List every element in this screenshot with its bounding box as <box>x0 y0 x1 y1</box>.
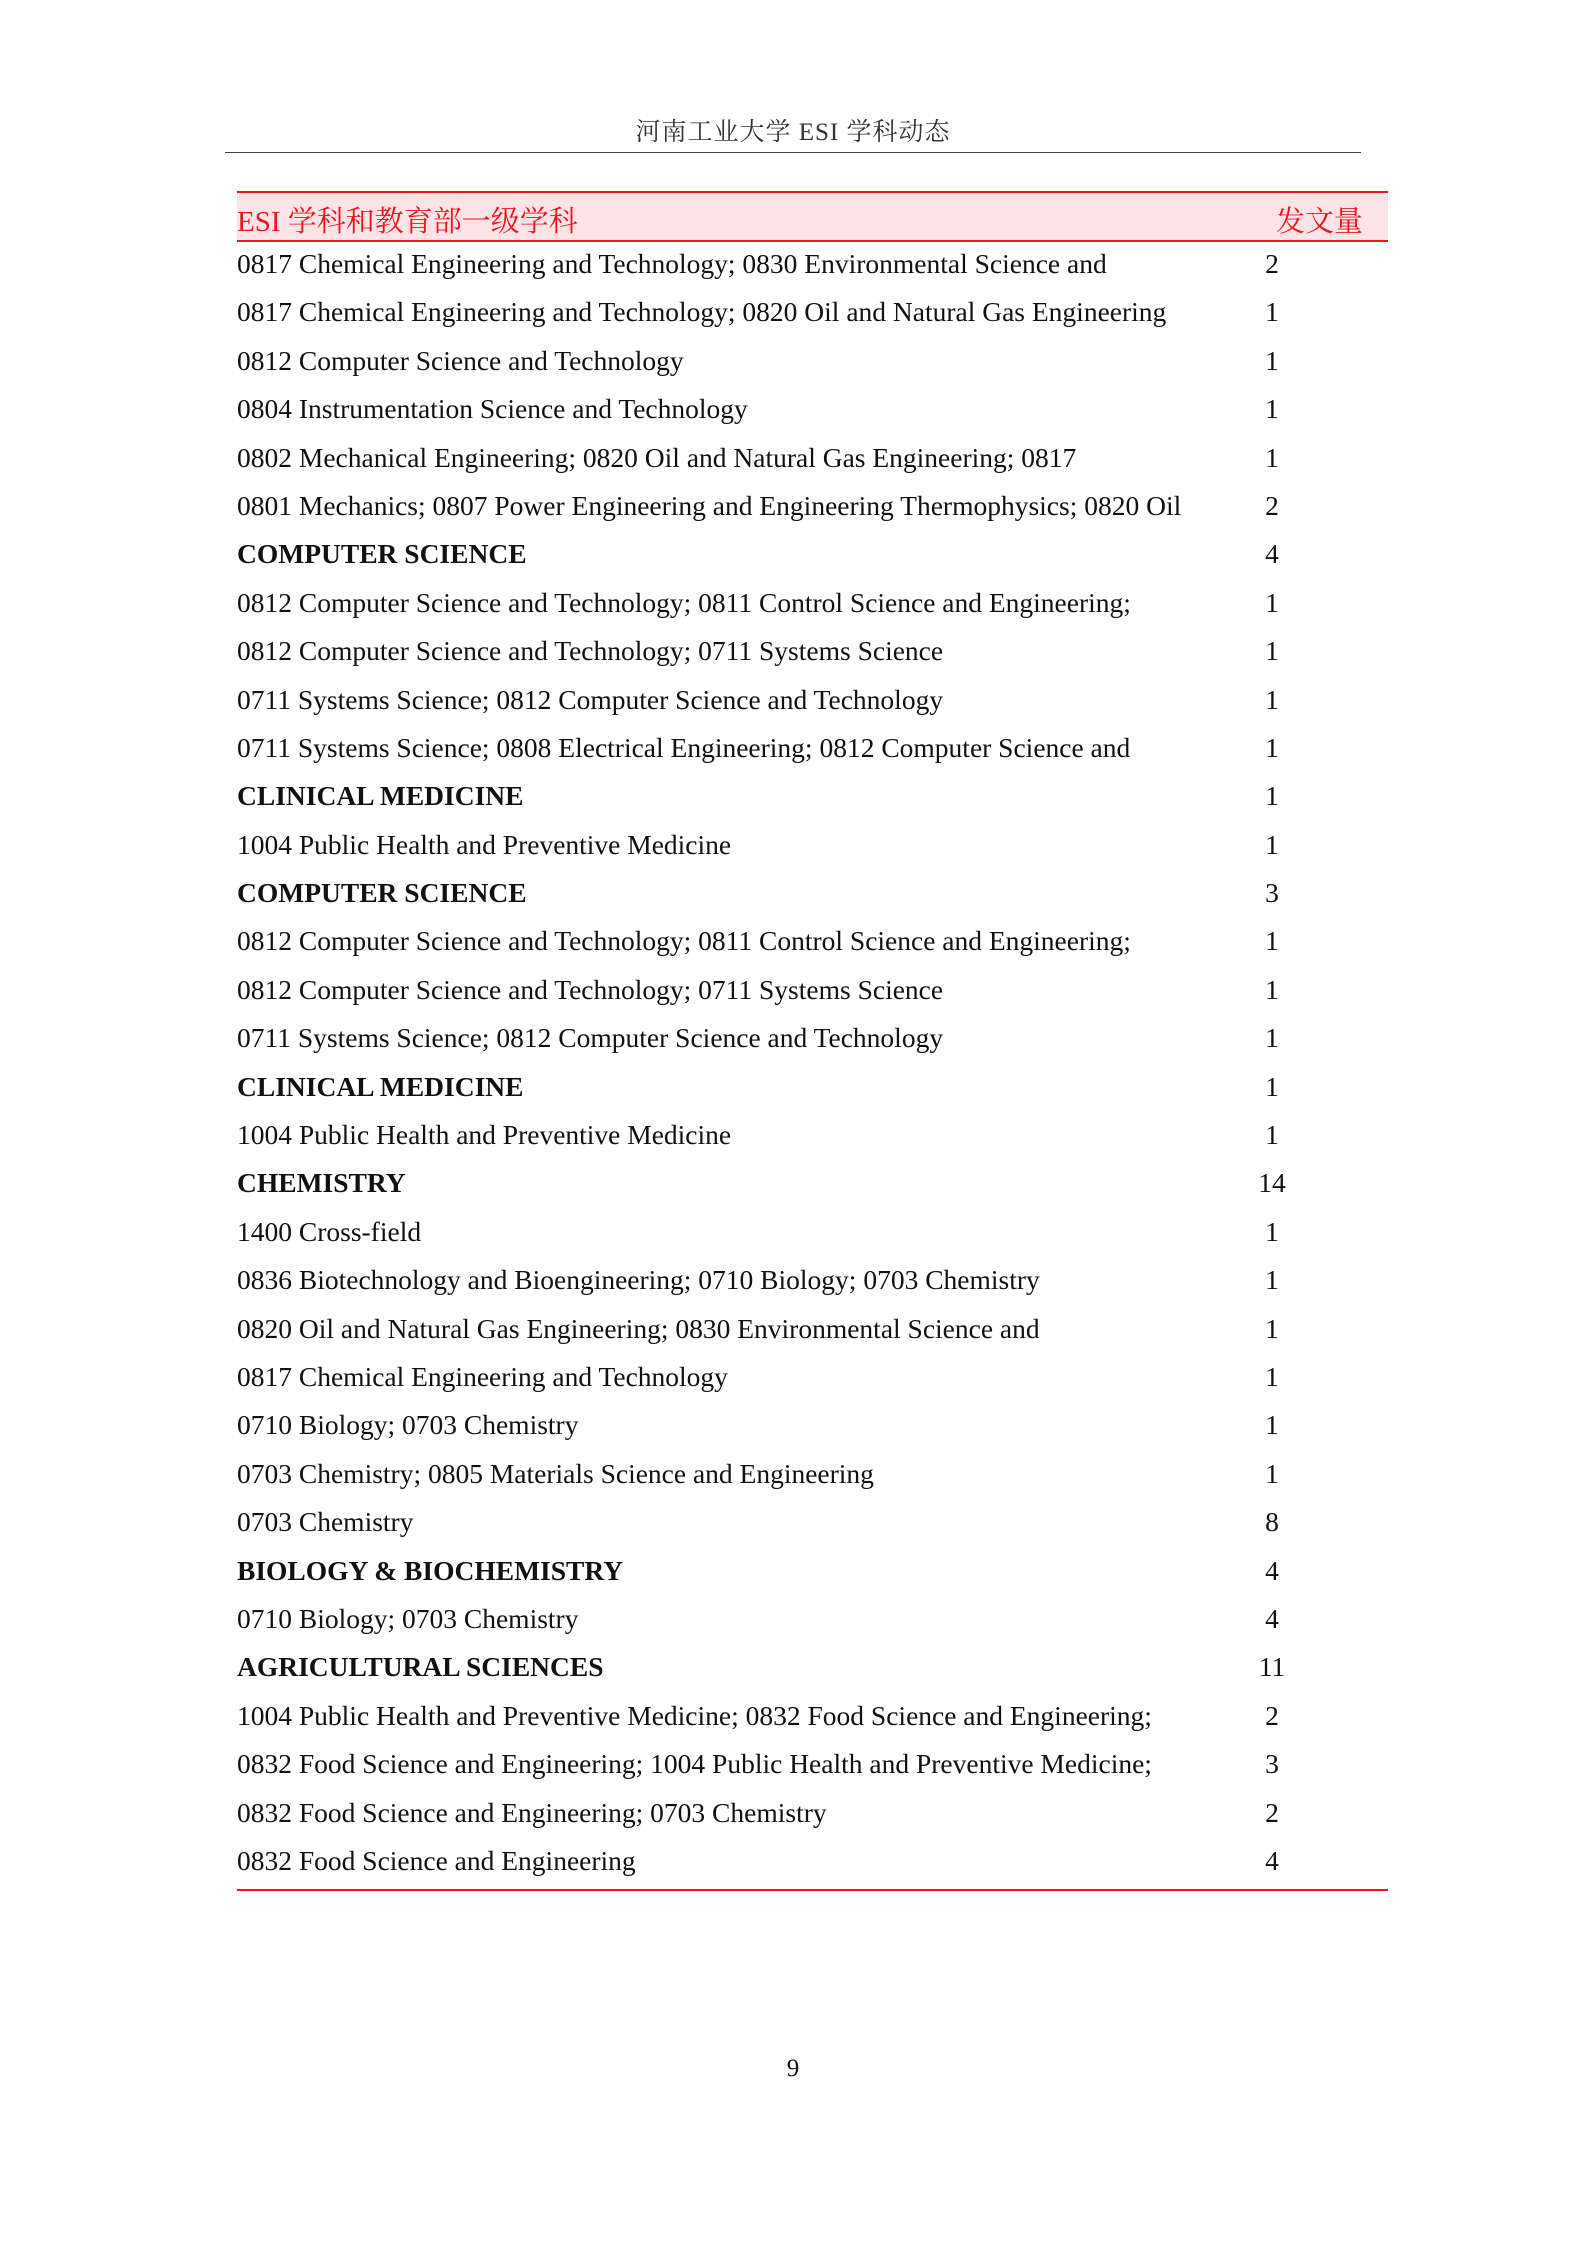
esi-category-row <box>237 774 1388 822</box>
paper-count: 1 <box>1265 1409 1279 1441</box>
discipline-row <box>237 1500 1388 1548</box>
discipline-row <box>237 726 1388 774</box>
discipline-row <box>237 1694 1388 1742</box>
discipline-row <box>237 242 1388 290</box>
paper-count: 1 <box>1265 683 1279 715</box>
esi-category-row <box>237 1645 1388 1693</box>
esi-category-name: CHEMISTRY <box>237 1167 406 1199</box>
paper-count: 2 <box>1265 489 1279 521</box>
discipline-name: 0711 Systems Science; 0808 Electrical Engineering; 0812 Computer Science and <box>237 731 1131 763</box>
discipline-name: 0711 Systems Science; 0812 Computer Science and Technology <box>237 1022 944 1054</box>
paper-count: 4 <box>1265 1554 1279 1586</box>
discipline-row <box>237 968 1388 1016</box>
paper-count: 1 <box>1265 925 1279 957</box>
esi-category-name: COMPUTER SCIENCE <box>237 877 527 909</box>
discipline-name: 0832 Food Science and Engineering <box>237 1844 636 1876</box>
discipline-name: 0836 Biotechnology and Bioengineering; 0710 Biology; 0703 Chemistry <box>237 1264 1040 1296</box>
discipline-row <box>237 339 1388 387</box>
paper-count: 2 <box>1265 1699 1279 1731</box>
paper-count: 1 <box>1265 1119 1279 1151</box>
discipline-name: 0703 Chemistry <box>237 1506 414 1538</box>
discipline-name: 0812 Computer Science and Technology; 0811 Control Science and Engineering; <box>237 586 1131 618</box>
discipline-row <box>237 581 1388 629</box>
discipline-name: 0817 Chemical Engineering and Technology; 0820 Oil and Natural Gas Engineering <box>237 296 1167 328</box>
discipline-name: 0812 Computer Science and Technology; 0711 Systems Science <box>237 973 944 1005</box>
discipline-row <box>237 436 1388 484</box>
paper-count: 1 <box>1265 731 1279 763</box>
discipline-row <box>237 629 1388 677</box>
discipline-name: 1400 Cross-field <box>237 1215 422 1247</box>
esi-category-row <box>237 532 1388 580</box>
paper-count: 3 <box>1265 1748 1279 1780</box>
discipline-name: 1004 Public Health and Preventive Medicine <box>237 828 732 860</box>
discipline-name: 0710 Biology; 0703 Chemistry <box>237 1602 579 1634</box>
esi-category-name: AGRICULTURAL SCIENCES <box>237 1651 604 1683</box>
discipline-name: 0710 Biology; 0703 Chemistry <box>237 1409 579 1441</box>
discipline-name: 0802 Mechanical Engineering; 0820 Oil and Natural Gas Engineering; 0817 <box>237 441 1077 473</box>
paper-count: 11 <box>1258 1651 1286 1683</box>
discipline-row <box>237 1452 1388 1500</box>
esi-category-row <box>237 1549 1388 1597</box>
paper-count: 14 <box>1258 1167 1286 1199</box>
header-divider <box>225 152 1361 153</box>
discipline-name: 0812 Computer Science and Technology; 0811 Control Science and Engineering; <box>237 925 1131 957</box>
column-header-count: 发文量 <box>1275 206 1363 238</box>
discipline-row <box>237 1210 1388 1258</box>
discipline-row <box>237 1403 1388 1451</box>
column-header-subject: ESI 学科和教育部一级学科 <box>237 206 578 238</box>
paper-count: 1 <box>1265 1215 1279 1247</box>
discipline-row <box>237 484 1388 532</box>
esi-category-name: CLINICAL MEDICINE <box>237 1070 524 1102</box>
esi-subject-table <box>237 191 1388 1891</box>
paper-count: 1 <box>1265 1022 1279 1054</box>
paper-count: 2 <box>1265 248 1279 279</box>
discipline-name: 0711 Systems Science; 0812 Computer Science and Technology <box>237 683 944 715</box>
discipline-name: 0804 Instrumentation Science and Technology <box>237 393 748 425</box>
paper-count: 1 <box>1265 780 1279 812</box>
discipline-name: 0703 Chemistry; 0805 Materials Science and Engineering <box>237 1457 874 1489</box>
discipline-row <box>237 1355 1388 1403</box>
discipline-name: 0812 Computer Science and Technology <box>237 344 684 376</box>
discipline-row <box>237 919 1388 967</box>
discipline-row <box>237 1113 1388 1161</box>
paper-count: 1 <box>1265 1070 1279 1102</box>
paper-count: 1 <box>1265 973 1279 1005</box>
paper-count: 1 <box>1265 635 1279 667</box>
paper-count: 1 <box>1265 1312 1279 1344</box>
paper-count: 1 <box>1265 296 1279 328</box>
page-number: 9 <box>786 2055 800 2082</box>
discipline-name: 0817 Chemical Engineering and Technology; 0830 Environmental Science and <box>237 248 1107 279</box>
discipline-name: 0832 Food Science and Engineering; 0703 Chemistry <box>237 1796 827 1828</box>
discipline-row <box>237 387 1388 435</box>
discipline-name: 1004 Public Health and Preventive Medicine <box>237 1119 732 1151</box>
esi-category-row <box>237 1065 1388 1113</box>
paper-count: 4 <box>1265 538 1279 570</box>
table-body <box>237 242 1388 1887</box>
discipline-row <box>237 290 1388 338</box>
paper-count: 1 <box>1265 393 1279 425</box>
discipline-name: 0812 Computer Science and Technology; 0711 Systems Science <box>237 635 944 667</box>
discipline-row <box>237 1258 1388 1306</box>
paper-count: 1 <box>1265 586 1279 618</box>
discipline-row <box>237 1839 1388 1887</box>
esi-category-name: CLINICAL MEDICINE <box>237 780 524 812</box>
paper-count: 1 <box>1265 828 1279 860</box>
discipline-row <box>237 1016 1388 1064</box>
paper-count: 1 <box>1265 1360 1279 1392</box>
discipline-name: 0820 Oil and Natural Gas Engineering; 0830 Environmental Science and <box>237 1312 1040 1344</box>
discipline-row <box>237 1597 1388 1645</box>
esi-category-name: COMPUTER SCIENCE <box>237 538 527 570</box>
discipline-row <box>237 823 1388 871</box>
paper-count: 2 <box>1265 1796 1279 1828</box>
paper-count: 1 <box>1265 1264 1279 1296</box>
discipline-name: 1004 Public Health and Preventive Medicine; 0832 Food Science and Engineering; <box>237 1699 1152 1731</box>
esi-category-row <box>237 871 1388 919</box>
table-header-row <box>237 191 1388 242</box>
esi-category-row <box>237 1161 1388 1209</box>
paper-count: 4 <box>1265 1602 1279 1634</box>
paper-count: 1 <box>1265 344 1279 376</box>
paper-count: 4 <box>1265 1844 1279 1876</box>
discipline-row <box>237 1742 1388 1790</box>
paper-count: 3 <box>1265 877 1279 909</box>
paper-count: 1 <box>1265 441 1279 473</box>
discipline-row <box>237 1307 1388 1355</box>
paper-count: 8 <box>1265 1506 1279 1538</box>
discipline-row <box>237 678 1388 726</box>
paper-count: 1 <box>1265 1457 1279 1489</box>
page-header-title: 河南工业大学 ESI 学科动态 <box>635 119 951 146</box>
table-bottom-rule <box>237 1889 1388 1891</box>
discipline-name: 0832 Food Science and Engineering; 1004 Public Health and Preventive Medicine; <box>237 1748 1152 1780</box>
discipline-name: 0801 Mechanics; 0807 Power Engineering and Engineering Thermophysics; 0820 Oil <box>237 489 1182 521</box>
discipline-name: 0817 Chemical Engineering and Technology <box>237 1360 728 1392</box>
esi-category-name: BIOLOGY & BIOCHEMISTRY <box>237 1554 624 1586</box>
discipline-row <box>237 1791 1388 1839</box>
